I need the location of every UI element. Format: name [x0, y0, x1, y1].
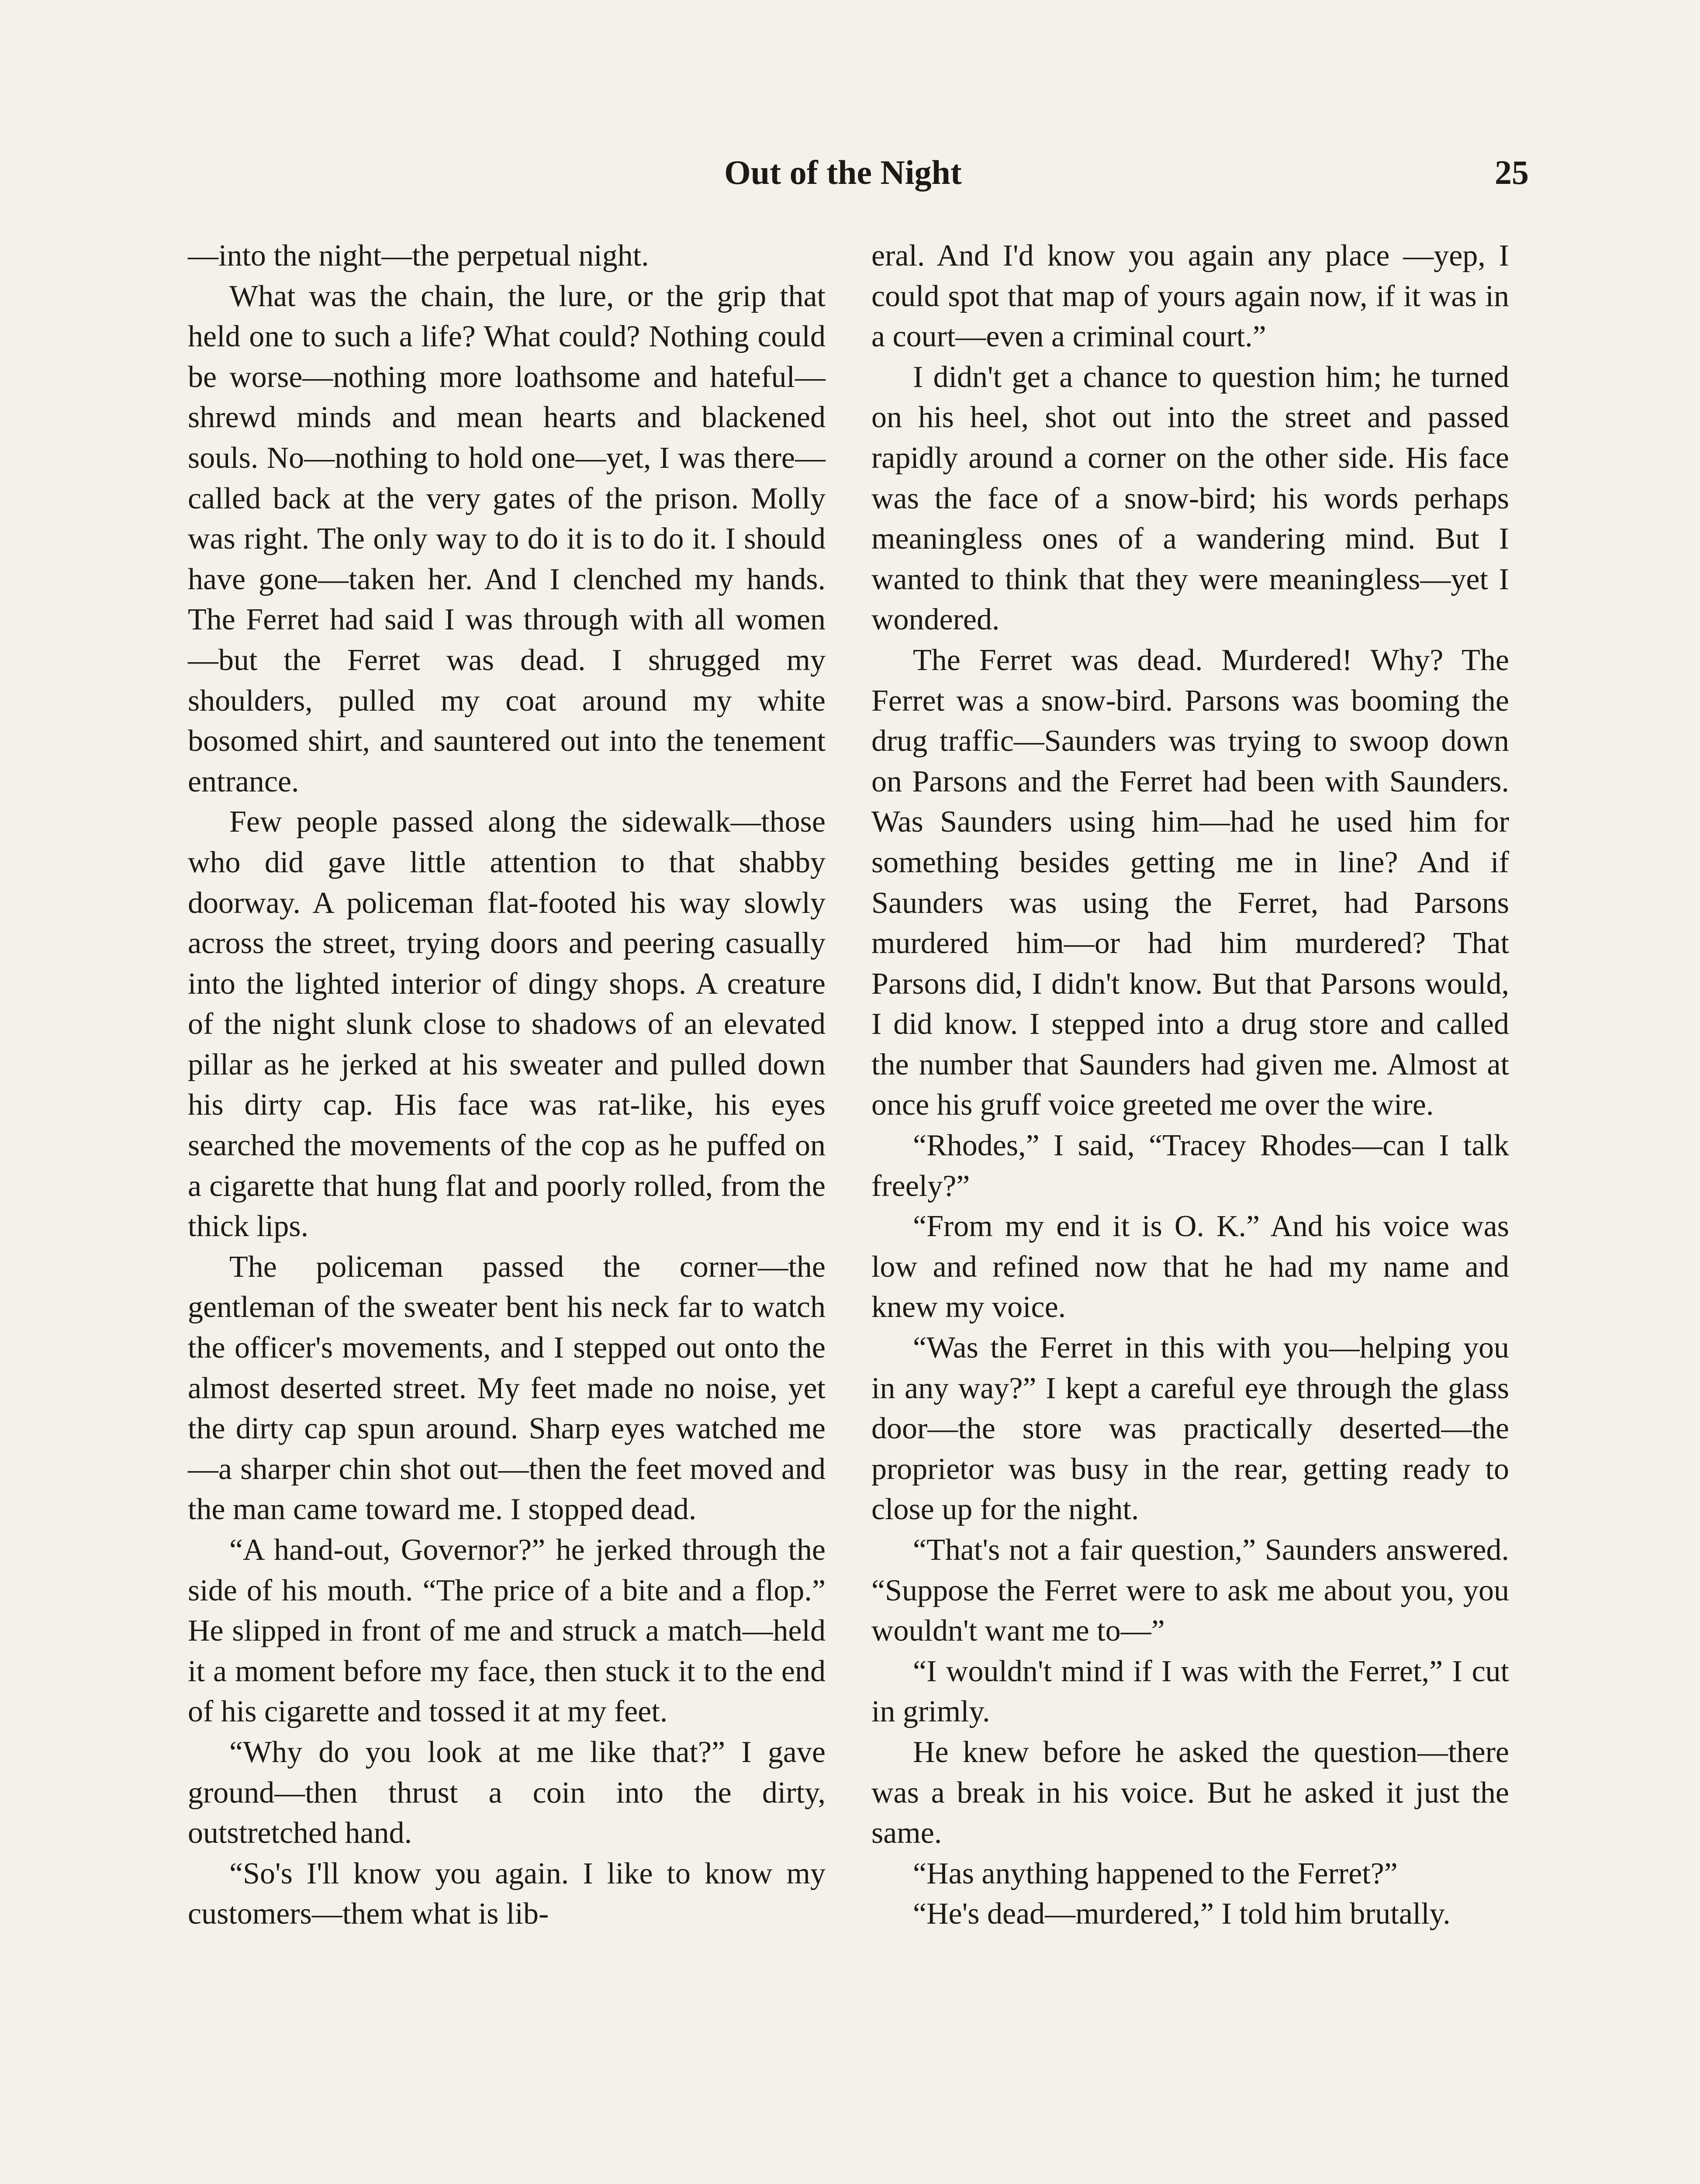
paragraph: The Ferret was dead. Murdered! Why? The Ferret was a snow-bird. Parsons was booming the drug traffic—Saunders was trying to swoop down on Parsons and the Ferret had been with Saunders. Was Saunders using him—had he used him for something besides getting me in line? And if Saunders was using the Ferret, had Parsons murdered him—or had him murdered? That Parsons did, I didn't know. But that Parsons would, I did know. I stepped into a drug store and called the number that Saunders had given me. Almost at once his gruff voice greeted me over the wire. [871, 643, 1509, 1122]
paragraph: I didn't get a chance to question him; he turned on his heel, shot out into the street and passed rapidly around a corner on the other side. His face was the face of a snow-bird; his words perhaps meaningless ones of a wandering mind. But I wanted to think that they were meaningless—yet I wondered. [871, 360, 1509, 637]
paragraph: “He's dead—murdered,” I told him brutally. [913, 1897, 1451, 1931]
paragraph: “I wouldn't mind if I was with the Ferret,” I cut in grimly. [871, 1654, 1509, 1729]
paragraph: Few people passed along the sidewalk—those who did gave little attention to that shabby doorway. A policeman flat-footed his way slowly across the street, trying doors and peering casually into the lighted interior of dingy shops. A creature of the night slunk close to shadows of an elevated pillar as he jerked at his sweater and pulled down his dirty cap. His face was rat-like, his eyes searched the movements of the cop as he puffed on a cigarette that hung flat and poorly rolled, from the thick lips. [188, 805, 826, 1244]
paragraph: “So's I'll know you again. I like to know my customers—them what is lib- [188, 1856, 826, 1931]
paragraph: “Was the Ferret in this with you—helping you in any way?” I kept a careful eye through the glass door—the store was practically deserted—the proprietor was busy in the rear, getting ready to close up for the night. [871, 1331, 1509, 1527]
paragraph: —into the night—the perpetual night. [188, 239, 649, 273]
page-title: Out of the Night [724, 153, 962, 191]
paragraph: The policeman passed the corner—the gentleman of the sweater bent his neck far to watch the officer's movements, and I stepped out onto the almost deserted street. My feet made no noise, yet the dirty cap spun around. Sharp eyes watched me—a sharper chin shot out—then the feet moved and the man came toward me. I stopped dead. [188, 1250, 826, 1527]
paragraph: eral. And I'd know you again any place —yep, I could spot that map of yours again now, if it was in a court—even a criminal court.” [871, 239, 1509, 354]
paragraph: What was the chain, the lure, or the grip that held one to such a life? What could? Nothing could be worse—nothing more loathsome and hateful—shrewd minds and mean hearts and blackened souls. No—nothing to hold one—yet, I was there—called back at the very gates of the prison. Molly was right. The only way to do it is to do it. I should have gone—taken her. And I clenched my hands. The Ferret had said I was through with all women—but the Ferret was dead. I shrugged my shoulders, pulled my coat around my white bosomed shirt, and sauntered out into the tenement entrance. [188, 279, 826, 798]
paragraph: “Rhodes,” I said, “Tracey Rhodes—can I talk freely?” [871, 1129, 1509, 1203]
paragraph: “From my end it is O. K.” And his voice was low and refined now that he had my name and knew my voice. [871, 1209, 1509, 1324]
paragraph: He knew before he asked the question—there was a break in his voice. But he asked it just the same. [871, 1735, 1509, 1850]
paragraph: “That's not a fair question,” Saunders answered. “Suppose the Ferret were to ask me about you, you wouldn't want me to—” [871, 1533, 1509, 1648]
right-column [871, 236, 1509, 1935]
paragraph: “Why do you look at me like that?” I gave ground—then thrust a coin into the dirty, outstretched hand. [188, 1735, 826, 1850]
running-head [0, 144, 1700, 201]
paragraph: “A hand-out, Governor?” he jerked through the side of his mouth. “The price of a bite and a flop.” He slipped in front of me and struck a match—held it a moment before my face, then stuck it to the end of his cigarette and tossed it at my feet. [188, 1533, 826, 1729]
page-number: 25 [1495, 153, 1529, 191]
left-column [188, 236, 826, 1935]
paragraph: “Has anything happened to the Ferret?” [913, 1856, 1398, 1890]
